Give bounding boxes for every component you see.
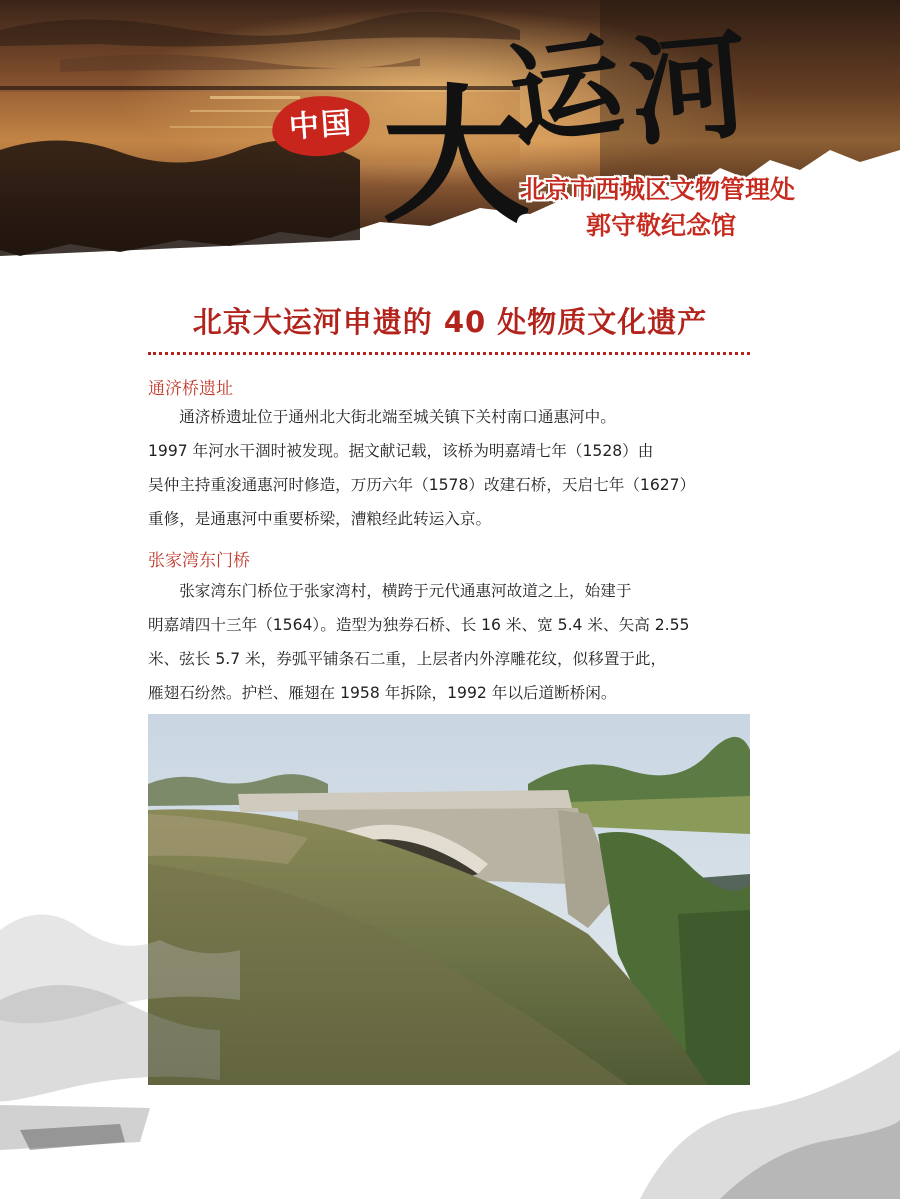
text-line: 明嘉靖四十三年（1564）。造型为独券石桥、长 16 米、宽 5.4 米、矢高 2.55	[148, 616, 690, 634]
section-text-zhangjiawan-bridge	[148, 574, 752, 710]
text-line: 吴仲主持重浚通惠河时修造，万历六年（1578）改建石桥，天启七年（1627）	[148, 476, 696, 494]
text-line: 雁翅石纷然。护栏、雁翅在 1958 年拆除，1992 年以后道断桥闲。	[148, 684, 617, 702]
text-line: 重修，是通惠河中重要桥梁，漕粮经此转运入京。	[148, 510, 492, 528]
section-title-tongji-bridge: 通济桥遗址	[148, 379, 233, 399]
header-banner	[0, 0, 900, 270]
section-text-tongji-bridge	[148, 400, 752, 536]
title-char-2: 运	[501, 18, 631, 165]
memorial-hall-name: 郭守敬纪念馆	[586, 211, 737, 240]
ink-landscape-left	[0, 880, 260, 1199]
section-title-zhangjiawan-bridge: 张家湾东门桥	[148, 551, 250, 571]
page-headline: 北京大运河申遗的 40 处物质文化遗产	[192, 305, 708, 339]
text-line: 张家湾东门桥位于张家湾村，横跨于元代通惠河故道之上，始建于	[179, 582, 632, 600]
title-char-1: 大	[382, 69, 530, 243]
seal-text: 中国	[287, 105, 355, 146]
ink-landscape-right	[600, 1030, 900, 1199]
text-line: 通济桥遗址位于通州北大街北端至城关镇下关村南口通惠河中。	[179, 408, 616, 426]
text-line: 米、弦长 5.7 米，券弧平铺条石二重，上层者内外淳雕花纹，似移置于此，	[148, 650, 667, 668]
dotted-divider	[148, 352, 750, 355]
organization-name: 北京市西城区文物管理处	[520, 175, 796, 204]
title-char-3: 河	[624, 14, 754, 163]
text-line: 1997 年河水干涸时被发现。据文献记载，该桥为明嘉靖七年（1528）由	[148, 442, 654, 460]
